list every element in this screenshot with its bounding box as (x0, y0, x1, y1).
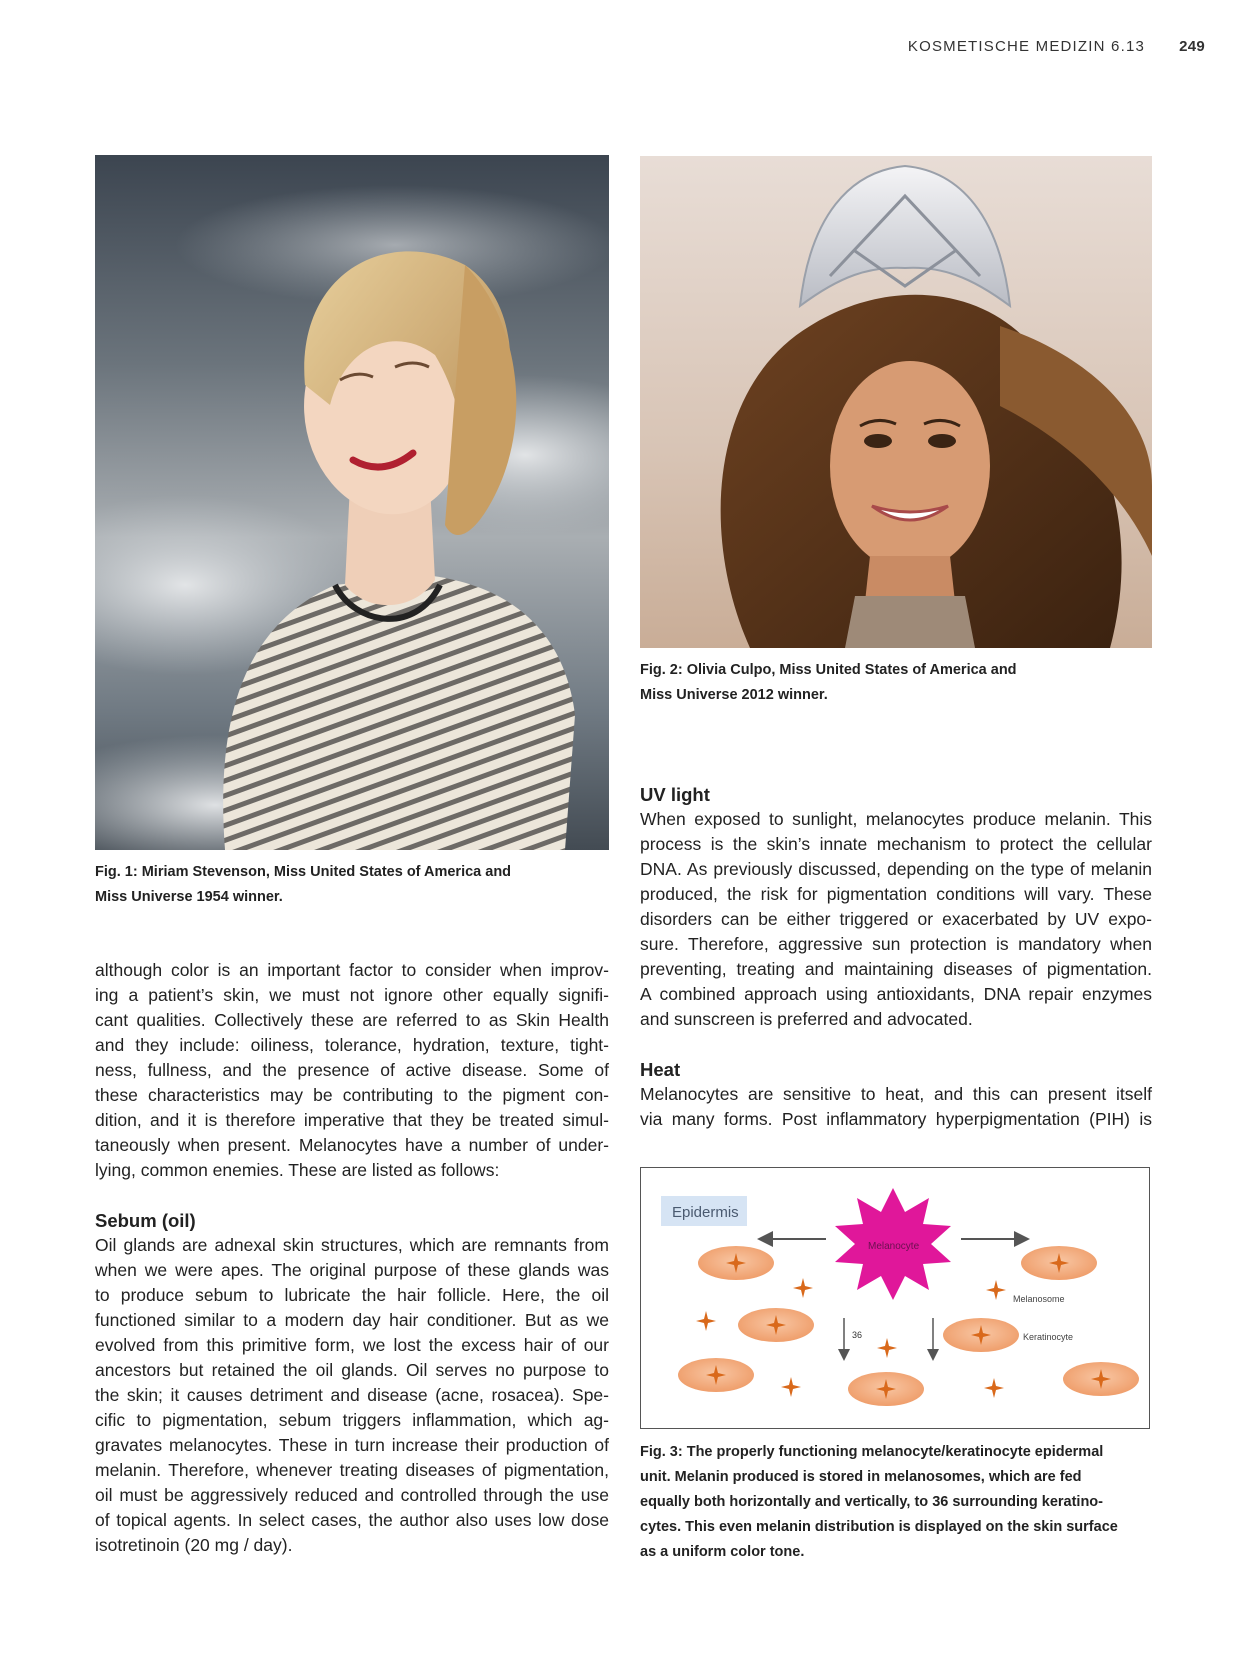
text-line: dition, and it is therefore imperative that they be treated simul- (95, 1110, 609, 1130)
caption-line: Fig. 1: Miriam Stevenson, Miss United States of America and (95, 864, 512, 880)
text-line: A combined approach using antioxidants, DNA repair enzymes (640, 984, 1152, 1004)
heat-paragraph (640, 1082, 1152, 1132)
caption-line: cytes. This even melanin distribution is displayed on the skin surface (640, 1519, 1118, 1535)
text-line: ing a patient’s skin, we must not ignore other equally signifi- (95, 985, 609, 1005)
keratinocyte-cell (1063, 1362, 1139, 1396)
caption-line: Fig. 2: Olivia Culpo, Miss United States of America and (640, 662, 1017, 678)
text-line: although color is an important factor to consider when improv- (95, 960, 609, 980)
sebum-paragraph (95, 1233, 609, 1558)
right-column-text (640, 782, 1152, 1132)
caption-line: Fig. 3: The properly functioning melanocyte/keratinocyte epidermal (640, 1444, 1104, 1460)
text-line: lying, common enemies. These are listed as follows: (95, 1160, 500, 1180)
melanosome (877, 1338, 897, 1358)
text-line: melanin. Therefore, whenever treating diseases of pigmentation, (95, 1460, 609, 1480)
uv-paragraph (640, 807, 1152, 1032)
page-number: 249 (1179, 38, 1205, 55)
figure-1-photo (95, 155, 609, 850)
text-line: produced, the risk for pigmentation conditions will vary. These (640, 884, 1152, 904)
section-heading-uv-light: UV light (640, 784, 710, 805)
text-line: via many forms. Post inflammatory hyperpigmentation (PIH) is (640, 1109, 1152, 1129)
text-line: sure. Therefore, aggressive sun protection is mandatory when (640, 934, 1152, 954)
melanosome (781, 1377, 801, 1397)
epidermis-label: Epidermis (672, 1204, 739, 1221)
text-line: cant qualities. Collectively these are referred to as Skin Health (95, 1010, 609, 1030)
intro-paragraph (95, 958, 609, 1183)
keratinocyte-cell (678, 1358, 754, 1392)
text-line: disorders can be either triggered or exacerbated by UV expo- (640, 909, 1152, 929)
keratinocyte-cell (943, 1318, 1019, 1352)
portrait-woman-crown-image (640, 156, 1152, 648)
count-label: 36 (852, 1330, 863, 1340)
text-line: when we were apes. The original purpose of these glands was (95, 1260, 609, 1280)
text-line: ness, fullness, and the presence of active disease. Some of (95, 1060, 609, 1080)
text-line: isotretinoin (20 mg / day). (95, 1535, 293, 1555)
melanocyte-keratinocyte-diagram (641, 1168, 1148, 1427)
text-line: functioned similar to a modern day hair conditioner. But as we (95, 1310, 609, 1330)
keratinocyte-cell (1021, 1246, 1097, 1280)
figure-1-caption (95, 860, 511, 910)
caption-line: unit. Melanin produced is stored in melanosomes, which are fed (640, 1469, 1082, 1485)
text-line: Melanocytes are sensitive to heat, and this can present itself (640, 1084, 1152, 1104)
figure-3-diagram (640, 1167, 1150, 1429)
text-line: gravates melanocytes. These in turn increase their production of (95, 1435, 609, 1455)
keratinocyte-cell (698, 1246, 774, 1280)
text-line: process is the skin’s innate mechanism to protect the cellular (640, 834, 1152, 854)
text-line: of topical agents. In select cases, the author also uses low dose (95, 1510, 609, 1530)
text-line: preventing, treating and maintaining diseases of pigmentation. (640, 959, 1152, 979)
text-line: the skin; it causes detriment and disease (acne, rosacea). Spe- (95, 1385, 609, 1405)
melanosome (986, 1280, 1006, 1300)
melanosome (984, 1378, 1004, 1398)
text-line: Oil glands are adnexal skin structures, which are remnants from (95, 1235, 609, 1255)
text-line: and sunscreen is preferred and advocated. (640, 1009, 973, 1029)
text-line: When exposed to sunlight, melanocytes produce melanin. This (640, 809, 1152, 829)
figure-2-photo (640, 156, 1152, 648)
text-line: oil must be aggressively reduced and controlled through the use (95, 1485, 609, 1505)
caption-line: Miss Universe 2012 winner. (640, 687, 828, 703)
left-column-text (95, 958, 609, 1558)
keratinocyte-label: Keratinocyte (1023, 1332, 1074, 1342)
running-header (900, 38, 1205, 60)
caption-line: Miss Universe 1954 winner. (95, 889, 283, 905)
melanocyte-label: Melanocyte (868, 1241, 920, 1252)
text-line: and they include: oiliness, tolerance, hydration, texture, tight- (95, 1035, 609, 1055)
text-line: to produce sebum to lubricate the hair follicle. Here, the oil (95, 1285, 609, 1305)
keratinocyte-cell (738, 1308, 814, 1342)
keratinocyte-cell (848, 1372, 924, 1406)
figure-2-caption (640, 658, 1017, 708)
text-line: taneously when present. Melanocytes have a number of under- (95, 1135, 609, 1155)
caption-line: equally both horizontally and vertically, to 36 surrounding keratino- (640, 1494, 1103, 1510)
text-line: cific to pigmentation, sebum triggers inflammation, which ag- (95, 1410, 609, 1430)
melanosome (793, 1278, 813, 1298)
portrait-woman-clouds-image (95, 155, 609, 850)
text-line: DNA. As previously discussed, depending on the type of melanin (640, 859, 1152, 879)
text-line: ancestors but retained the oil glands. Oil serves no purpose to (95, 1360, 609, 1380)
journal-title: KOSMETISCHE MEDIZIN 6.13 (907, 38, 1146, 55)
figure-3-caption (640, 1440, 1118, 1565)
section-heading-sebum: Sebum (oil) (95, 1210, 196, 1231)
caption-line: as a uniform color tone. (640, 1544, 805, 1560)
text-line: evolved from this primitive form, we lost the excess hair of our (95, 1335, 609, 1355)
melanosome (696, 1311, 716, 1331)
section-heading-heat: Heat (640, 1059, 681, 1080)
melanosome-label: Melanosome (1013, 1294, 1065, 1304)
text-line: these characteristics may be contributing to the pigment con- (95, 1085, 609, 1105)
